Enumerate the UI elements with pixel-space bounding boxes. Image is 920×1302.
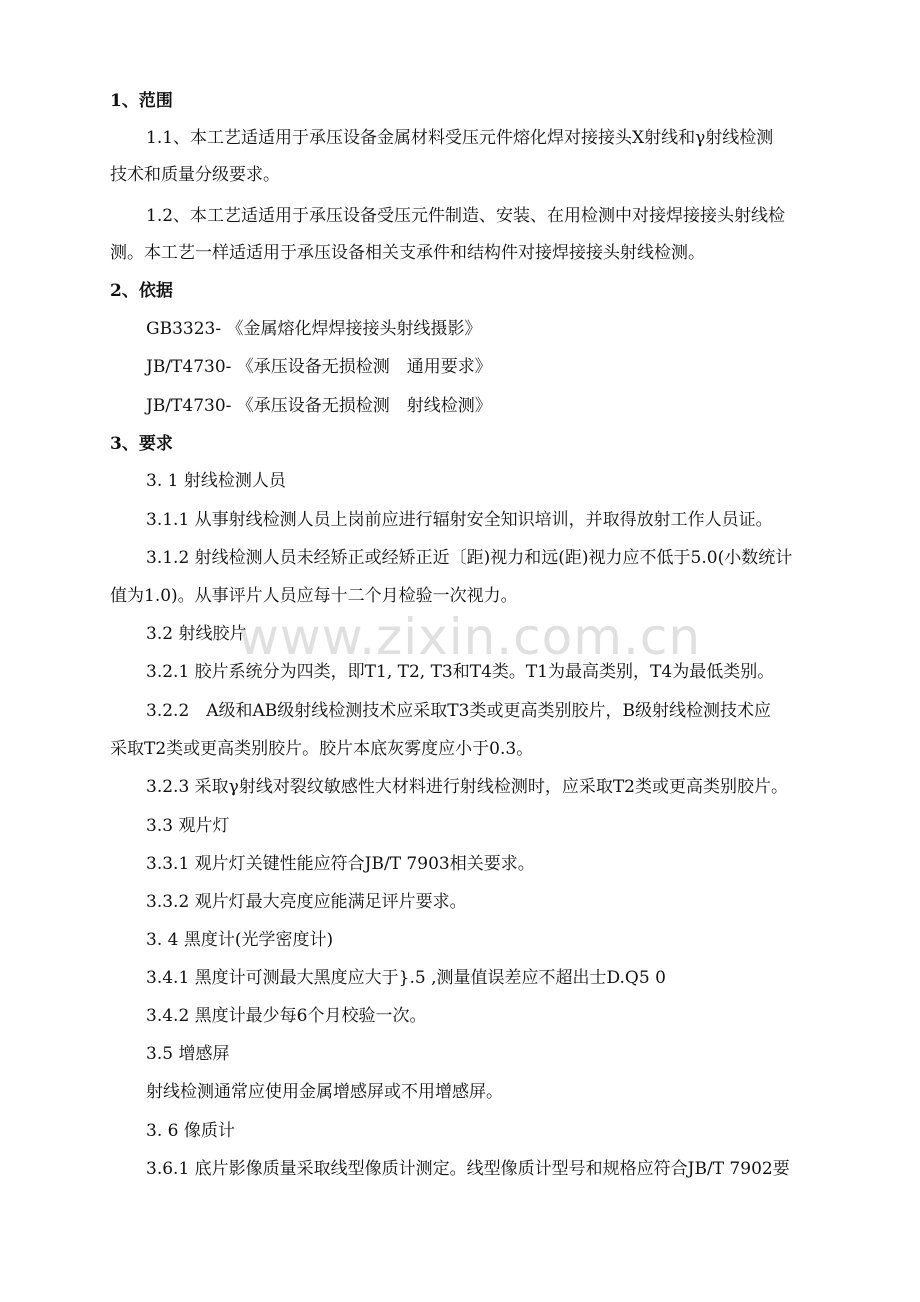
paragraph-line: 3.3.1 观片灯关键性能应符合JB/T 7903相关要求。	[146, 854, 535, 874]
subsection-heading: 3. 1 射线检测人员	[146, 471, 286, 491]
paragraph-line: 3.2.1 胶片系统分为四类，即T1, T2, T3和T4类。T1为最高类别，T4为最低类别。	[146, 662, 775, 682]
reference-line: JB/T4730- 《承压设备无损检测 射线检测》	[146, 396, 492, 416]
section-heading-scope: 1、范围	[110, 91, 173, 111]
subsection-heading: 3.2 射线胶片	[146, 624, 247, 644]
paragraph-line: 射线检测通常应使用金属增感屏或不用增感屏。	[146, 1082, 503, 1102]
paragraph-line: 技术和质量分级要求。	[110, 165, 280, 185]
paragraph-line: 1.1、本工艺适适用于承压设备金属材料受压元件熔化焊对接接头X射线和γ射线检测	[146, 128, 774, 148]
paragraph-line: 采取T2类或更高类别胶片。胶片本底灰雾度应小于0.3。	[110, 739, 534, 759]
paragraph-line: 3.6.1 底片影像质量采取线型像质计测定。线型像质计型号和规格应符合JB/T 7902要	[146, 1159, 790, 1179]
subsection-heading: 3.3 观片灯	[146, 816, 230, 836]
subsection-heading: 3.5 增感屏	[146, 1044, 230, 1064]
reference-line: JB/T4730- 《承压设备无损检测 通用要求》	[146, 357, 492, 377]
paragraph-line: 3.2.3 采取γ射线对裂纹敏感性大材料进行射线检测时，应采取T2类或更高类别胶片。	[146, 777, 788, 797]
reference-line: GB3323- 《金属熔化焊焊接接头射线摄影》	[146, 319, 482, 339]
paragraph-line: 3.4.1 黑度计可测最大黑度应大于}.5 ,测量值误差应不超出士D.Q5 0	[146, 968, 666, 988]
subsection-heading: 3. 6 像质计	[146, 1121, 235, 1141]
paragraph-line: 测。本工艺一样适适用于承压设备相关支承件和结构件对接焊接接头射线检测。	[110, 243, 705, 263]
paragraph-line: 3.1.1 从事射线检测人员上岗前应进行辐射安全知识培训，并取得放射工作人员证。	[146, 510, 773, 530]
paragraph-line: 3.2.2 A级和AB级射线检测技术应采取T3类或更高类别胶片，B级射线检测技术应	[146, 701, 771, 721]
paragraph-line: 3.4.2 黑度计最少每6个月校验一次。	[146, 1006, 427, 1026]
paragraph-line: 1.2、本工艺适适用于承压设备受压元件制造、安装、在用检测中对接焊接接头射线检	[146, 206, 786, 226]
section-heading-requirements: 3、要求	[110, 434, 173, 454]
section-heading-basis: 2、依据	[110, 281, 173, 301]
paragraph-line: 值为1.0)。从事评片人员应每十二个月检验一次视力。	[110, 586, 518, 606]
paragraph-line: 3.1.2 射线检测人员未经矫正或经矫正近〔距)视力和远(距)视力应不低于5.0(小数统计	[146, 548, 793, 568]
watermark: www.zixin.com.cn	[238, 608, 702, 666]
paragraph-line: 3.3.2 观片灯最大亮度应能满足评片要求。	[146, 892, 467, 912]
subsection-heading: 3. 4 黑度计(光学密度计)	[146, 930, 334, 950]
